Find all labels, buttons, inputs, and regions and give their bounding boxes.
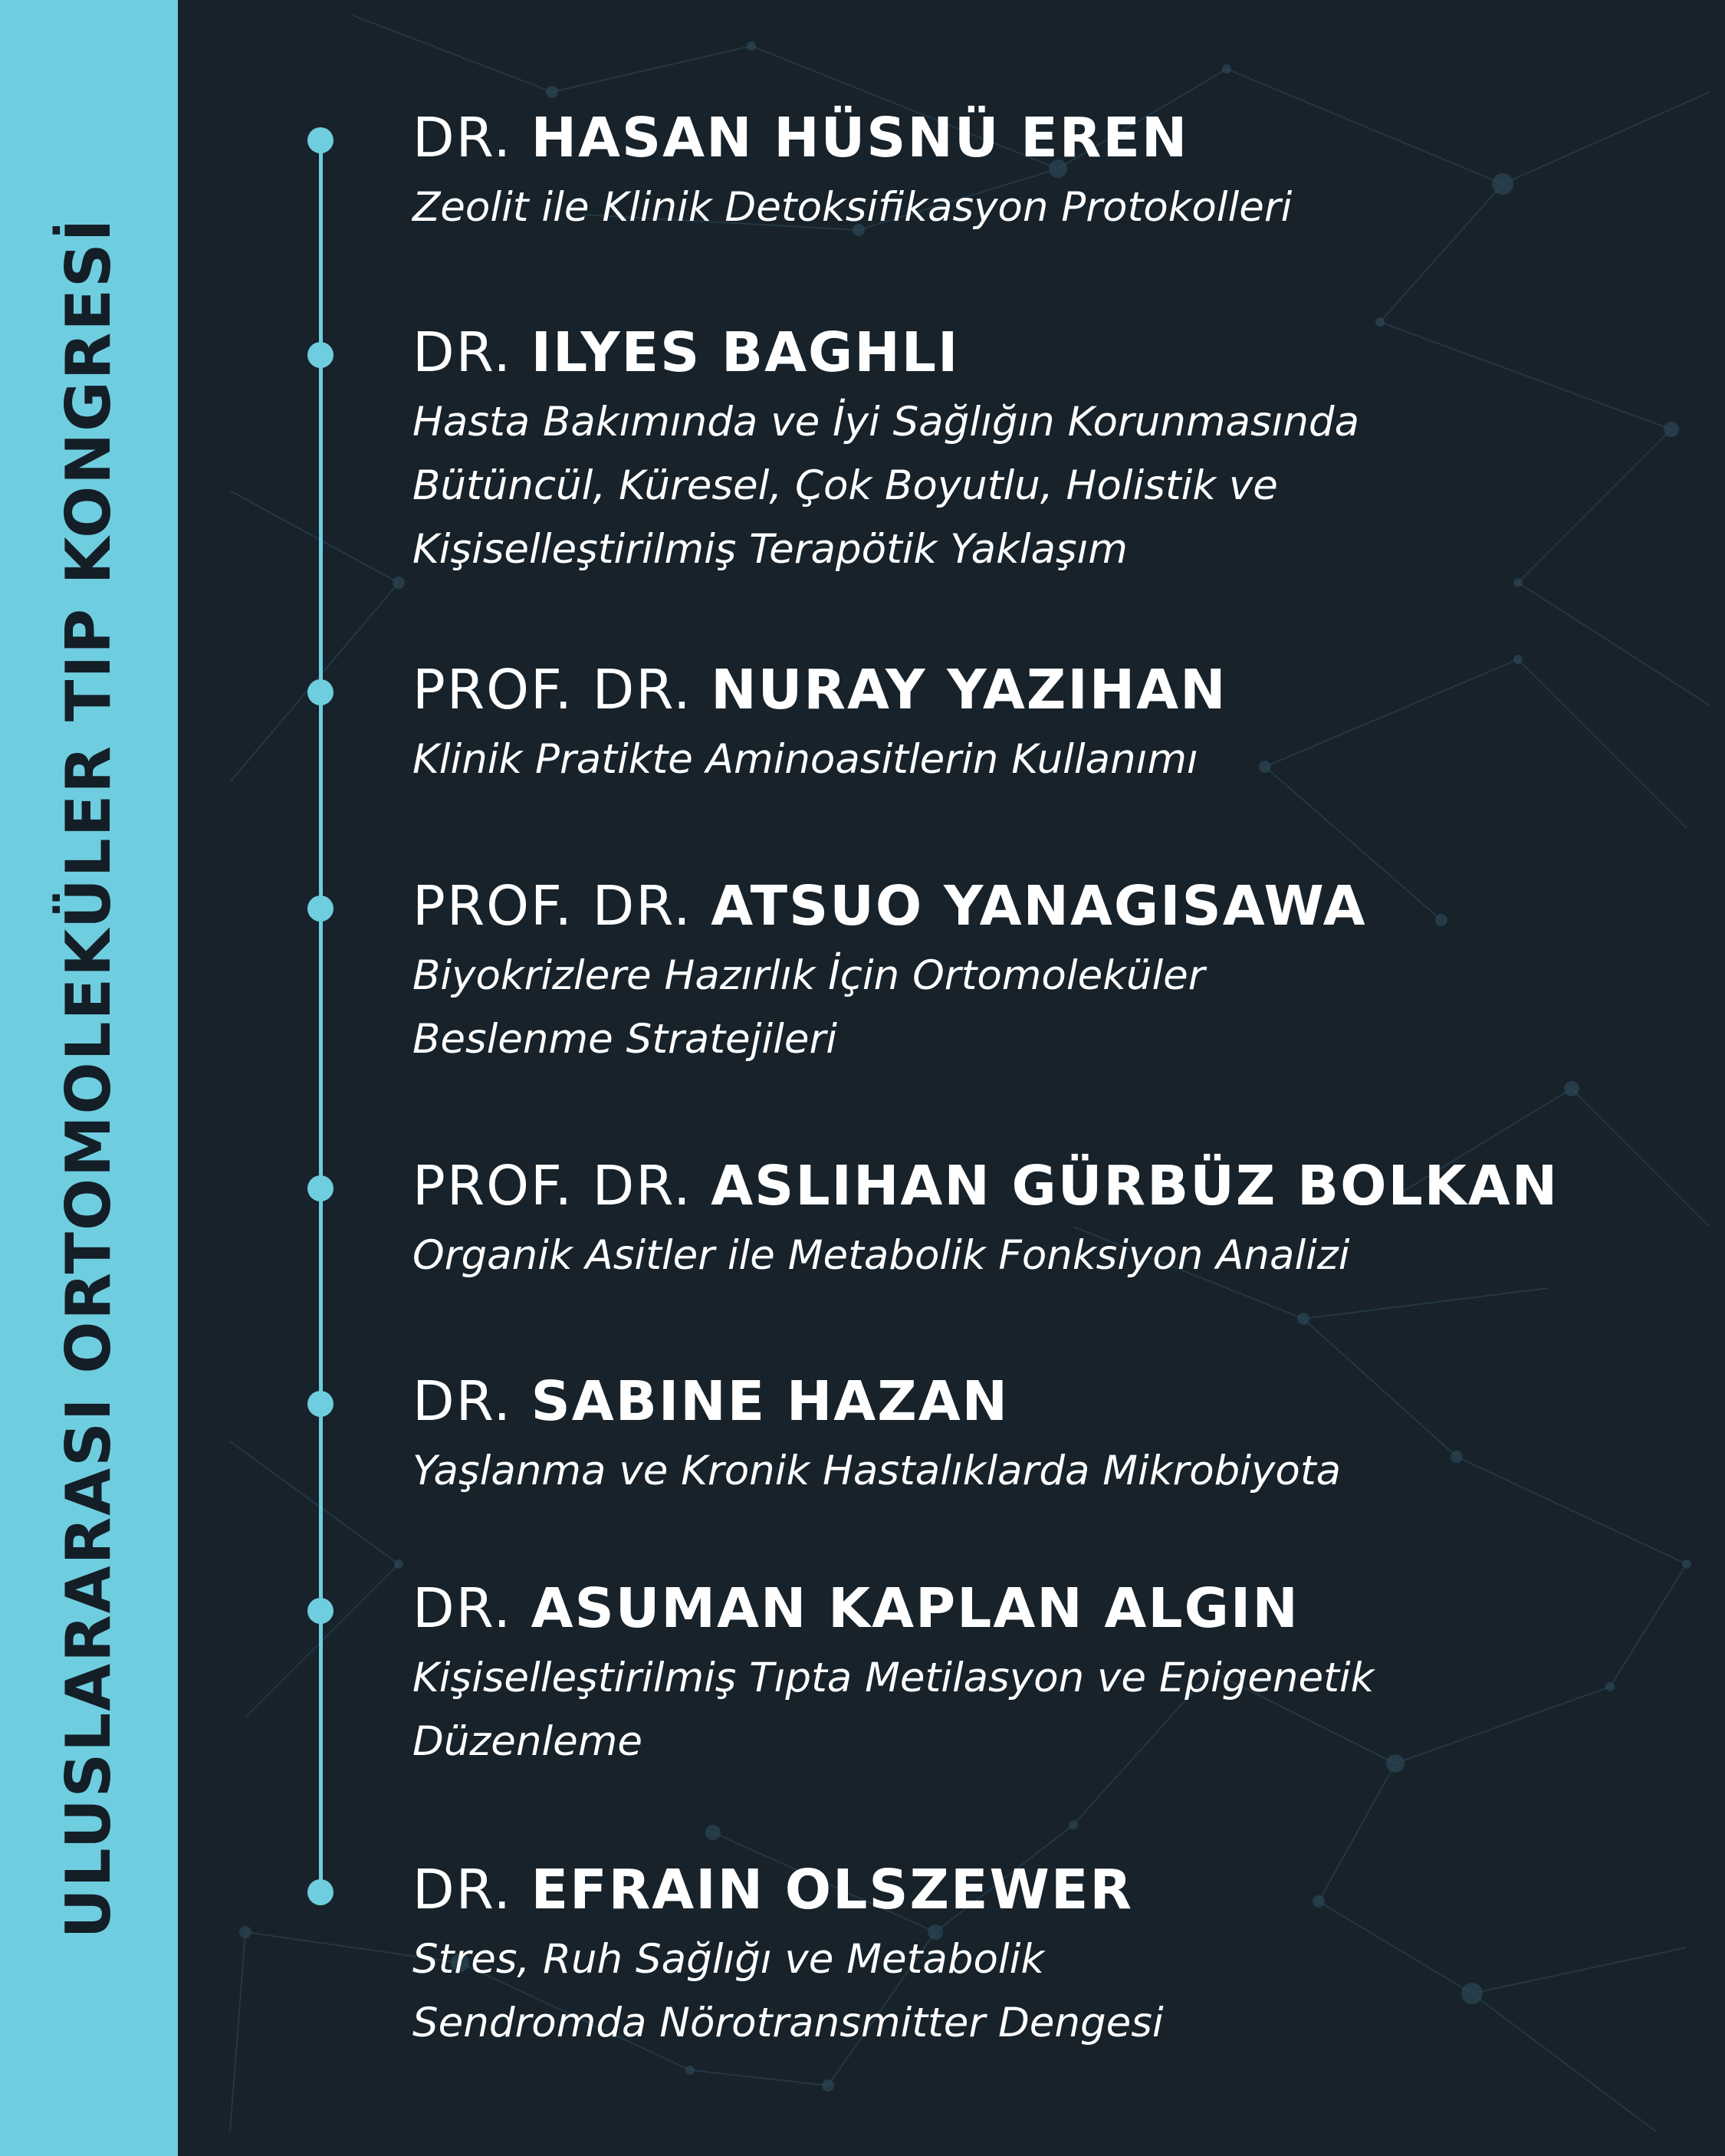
talk-topic: Organik Asitler ile Metabolik Fonksiyon Analizi [412,1232,1350,1279]
speaker-heading [412,1857,1685,1923]
talk-topic: Hasta Bakımında ve İyi Sağlığın Korunmasında Bütüncül, Küresel, Çok Boyutlu, Holistik ve Kişiselleştirilmiş Terapötik Yaklaşım [412,399,1360,573]
speaker-name: ATSUO YANAGISAWA [711,874,1367,938]
speaker-entry [412,873,1685,1071]
timeline-dot [307,1879,334,1905]
speaker-title: PROF. DR. [412,658,692,721]
speaker-title: DR. [412,1369,513,1433]
talk-topic: Zeolit ile Klinik Detoksifikasyon Protokolleri [412,184,1293,231]
timeline-dot [307,1391,334,1417]
speaker-entry [412,320,1685,581]
speaker-title: PROF. DR. [412,874,692,938]
speaker-name: ASUMAN KAPLAN ALGIN [531,1576,1300,1640]
talk-topic: Yaşlanma ve Kronik Hastalıklarda Mikrobiyota [412,1448,1342,1494]
speaker-title: DR. [412,320,513,384]
timeline-line [319,140,323,1892]
speaker-heading [412,1576,1685,1642]
speaker-title: DR. [412,106,513,169]
talk-topic: Stres, Ruh Sağlığı ve Metabolik Sendromda Nörotransmitter Dengesi [412,1936,1164,2046]
speaker-title: DR. [412,1858,513,1921]
timeline-dot [307,127,334,153]
talk-topic: Biyokrizlere Hazırlık İçin Ortomoleküler Beslenme Stratejileri [412,952,1205,1063]
speaker-name: SABINE HAZAN [531,1369,1010,1433]
speaker-name: ILYES BAGHLI [531,320,960,384]
speaker-title: DR. [412,1576,513,1640]
speaker-entry [412,105,1685,239]
timeline-dot [307,1175,334,1201]
speaker-heading [412,1153,1685,1219]
speaker-entry [412,657,1685,791]
sidebar [0,0,178,2156]
congress-title: ULUSLARARASI ORTOMOLEKÜLER TIP KONGRESİ [53,217,124,1939]
speaker-name: NURAY YAZIHAN [711,658,1227,721]
talk-topic: Kişiselleştirilmiş Tıpta Metilasyon ve Epigenetik Düzenleme [412,1655,1375,1765]
speaker-entry [412,1369,1685,1503]
speaker-title: PROF. DR. [412,1154,692,1218]
speaker-heading [412,657,1685,723]
speaker-heading [412,320,1685,386]
speaker-heading [412,105,1685,171]
timeline-dot [307,896,334,922]
speaker-entry [412,1153,1685,1287]
speaker-name: ASLIHAN GÜRBÜZ BOLKAN [711,1154,1559,1218]
speaker-name: HASAN HÜSNÜ EREN [531,106,1189,169]
timeline-dot [307,1598,334,1624]
talk-topic: Klinik Pratikte Aminoasitlerin Kullanımı [412,736,1198,783]
speaker-entry [412,1576,1685,1773]
timeline-dot [307,342,334,368]
timeline-dot [307,679,334,705]
speaker-heading [412,873,1685,939]
speaker-name: EFRAIN OLSZEWER [531,1858,1134,1921]
speaker-entry [412,1857,1685,2055]
speaker-heading [412,1369,1685,1435]
